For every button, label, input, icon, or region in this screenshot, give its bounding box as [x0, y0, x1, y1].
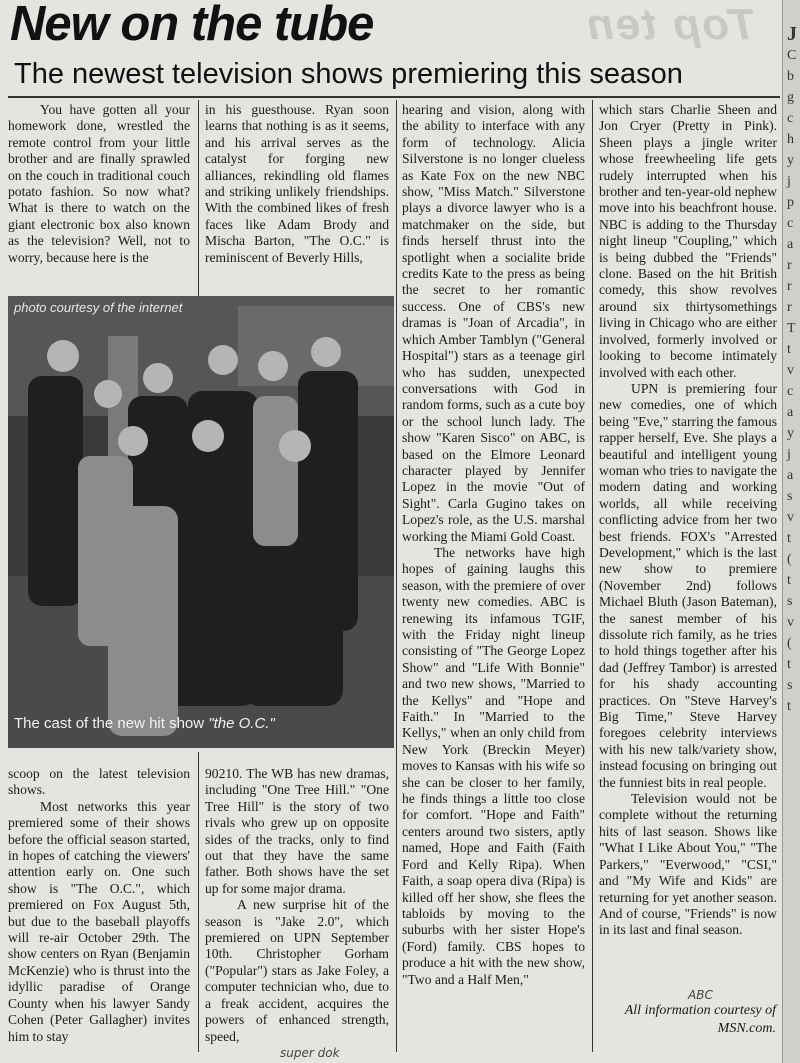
- paragraph: scoop on the latest television shows.: [8, 766, 190, 798]
- edge-letter: t: [787, 657, 791, 672]
- caption-show-title: "the O.C.": [208, 715, 275, 732]
- edge-letter: a: [787, 237, 794, 252]
- edge-letter: b: [787, 69, 794, 84]
- column-rule: [198, 752, 199, 1052]
- paragraph: hearing and vision, along with the ability to interface with any form of technology. Alicia Silverstone is no longer clueless as Kate Fox on the new NBC show, "Miss Match." Silverstone plays a divorce lawyer who is a matchmaker on the side, but finds herself thrust into the spotlight when a socialite bride credits Kate to the press as being the secret to her romantic success. One of CBS's new dramas is "Joan of Arcadia", in which Amber Tamblyn ("General Hospital") stars as a teenage girl who has sudden, unexpected conversations with God in random forms, such as a cute boy or the school lunch lady. The show "Karen Sisco" on ABC, is based on the Elmore Leonard character played by Jennifer Lopez in the movie "Out of Sight". Carla Gugino takes on Lopez's role, as the U.S. marshal working the Miami Gold Coast.: [402, 102, 585, 544]
- header-rule: [8, 96, 780, 98]
- edge-letter: J: [787, 23, 797, 45]
- source-credit: All information courtesy of MSN.com.: [624, 1003, 776, 1036]
- paragraph: UPN is premiering four new comedies, one of which being "Eve," starring the famous rapper herself, Eve. She plays a beautiful and intelligent young woman who tries to navigate the modern dating and working worlds, all while receiving conflicting advice from her two best friends. FOX's "Arrested Development," which is the last new show to premiere (November 2nd) follows Michael Bluth (Jason Bateman), the sanest member of his dissolute rich family, as he tries to hold things together after his dad (Jeffrey Tambor) is arrested for his shady accounting practices. On "Steve Harvey's Big Time," Steve Harvey foregoes celebrity interviews with his new talk/variety show, instead focusing on bringing out the funniest bits in real people.: [599, 380, 777, 790]
- edge-letter: c: [787, 111, 794, 126]
- column-rule: [396, 100, 397, 1052]
- caption-text: The cast of the new hit show: [14, 715, 209, 732]
- paragraph: The networks have high hopes of gaining laughs this season, with the premiere of over twenty new comedies. ABC is renewing its infamous TGIF, with the Friday night lineup consisting of "The George Lopez Show" and "Life With Bonnie" and two new shows, "Married to the Kellys" and "Hope and Faith." In "Married to the Kellys," when an only child from New York (Breckin Meyer) moves to Kansas with his wife so she can be closer to her family, he finds things a little too close for comfort. "Hope and Faith" centers around two sisters, aptly named, Hope and Faith (Faith Ford and Kelly Ripa). When Faith, a soap opera diva (Ripa) is killed off her show, she flees the tabloids by moving to the suburbs with her sister Hope's (Ford) family. CBS hopes to produce a hit with the new show, "Two and a Half Men,": [402, 544, 585, 987]
- column-4: [599, 102, 777, 939]
- edge-letter: y: [787, 153, 794, 168]
- column-rule: [592, 100, 593, 1052]
- edge-letter: s: [787, 489, 793, 504]
- headline: New on the tube: [10, 0, 374, 51]
- edge-letter: a: [787, 468, 794, 483]
- edge-letter: v: [787, 510, 794, 525]
- edge-letter: j: [787, 174, 791, 189]
- edge-letter: p: [787, 195, 794, 210]
- edge-letter: (: [787, 552, 792, 567]
- paragraph: which stars Charlie Sheen and Jon Cryer (Pretty in Pink). Sheen plays a jingle writer whose freewheeling life gets rudely interrupted when his brother and ten-year-old nephew move into his beachfront house. NBC is adding to the Thursday night lineup "Coupling," which is being dubbed the "Friends" clone. Based on the hit British comedy, this show revolves around six thirtysomethings living in Chicago who are either involved, formerly involved or looking to become intimately involved with each other.: [599, 102, 777, 380]
- edge-letter: C: [787, 48, 797, 63]
- adjacent-page-edge: [782, 0, 800, 1063]
- photo-caption: [14, 715, 275, 732]
- handwritten-initials: ABC: [688, 988, 713, 1002]
- edge-letter: y: [787, 426, 794, 441]
- edge-letter: g: [787, 90, 794, 105]
- edge-letter: s: [787, 594, 793, 609]
- edge-letter: r: [787, 258, 792, 273]
- edge-letter: r: [787, 279, 792, 294]
- edge-letter: v: [787, 363, 794, 378]
- deck-subheadline: The newest television shows premiering this season: [14, 58, 683, 90]
- bleed-through-text: Top ten: [585, 0, 757, 49]
- edge-letter: c: [787, 216, 794, 231]
- paragraph: A new surprise hit of the season is "Jake 2.0", which premiered on UPN September 10th. Christopher Gorham ("Popular") stars as Jake Foley, a computer technician who, due to a freak accident, acquires the powers of enhanced strength, speed,: [205, 897, 389, 1044]
- paragraph: Most networks this year premiered some of their shows before the official season started, in hopes of catching the viewers' attention early on. One such show is "The O.C.", which premiered on Fox August 5th, but due to the baseball playoffs will re-air October 29th. The show centers on Ryan (Benjamin McKenzie) who is thrust into the idyllic paradise of Orange County when his lawyer Sandy Cohen (Peter Gallagher) invites him to stay: [8, 798, 190, 1044]
- photo-credit: photo courtesy of the internet: [14, 300, 183, 315]
- edge-letter: v: [787, 615, 794, 630]
- edge-letter: (: [787, 636, 792, 651]
- column-rule: [198, 100, 199, 296]
- paragraph: in his guesthouse. Ryan soon learns that nothing is as it seems, and his arrival serves as the catalyst for forging new alliances, rekindling old flames and striking unlikely friendships. With the combined likes of fresh faces like Adam Brody and Mischa Barton, "The O.C." is reminiscent of Beverly Hills,: [205, 102, 389, 265]
- cast-photo-image: [8, 296, 394, 748]
- handwritten-note: super dok: [280, 1046, 340, 1060]
- column-3: [402, 102, 585, 988]
- edge-letter: t: [787, 699, 791, 714]
- column-2-top: [205, 102, 389, 266]
- edge-letter: s: [787, 678, 793, 693]
- column-1-bottom: [8, 766, 190, 1045]
- edge-letter: t: [787, 531, 791, 546]
- edge-letter: a: [787, 405, 794, 420]
- paragraph: Television would not be complete without the returning hits of last season. Shows like "What I Like About You," "The Parkers," "Everwood," "CSI," and "My Wife and Kids" are returning for yet another season. And of course, "Friends" is now in its last and final season.: [599, 791, 777, 938]
- edge-letter: j: [787, 447, 791, 462]
- edge-letter: r: [787, 300, 792, 315]
- column-1-top: [8, 102, 190, 266]
- column-2-bottom: [205, 766, 389, 1045]
- edge-letter: c: [787, 384, 794, 399]
- edge-letter: T: [787, 321, 796, 336]
- paragraph: You have gotten all your homework done, wrestled the remote control from your little brother and are finally sprawled on the couch in traditional couch potato fashion. So now what? What is there to watch on the giant electronic box also known as the television? Well, not to worry, because here is the: [8, 102, 190, 265]
- edge-letter: t: [787, 573, 791, 588]
- edge-letter: h: [787, 132, 794, 147]
- paragraph: 90210. The WB has new dramas, including "One Tree Hill." "One Tree Hill" is the story of two rivals who grew up on opposite sides of the tracks, only to find out that they have the same father. Both shows have the set up for some major drama.: [205, 766, 389, 896]
- cast-photo: [8, 296, 394, 748]
- edge-letter: t: [787, 342, 791, 357]
